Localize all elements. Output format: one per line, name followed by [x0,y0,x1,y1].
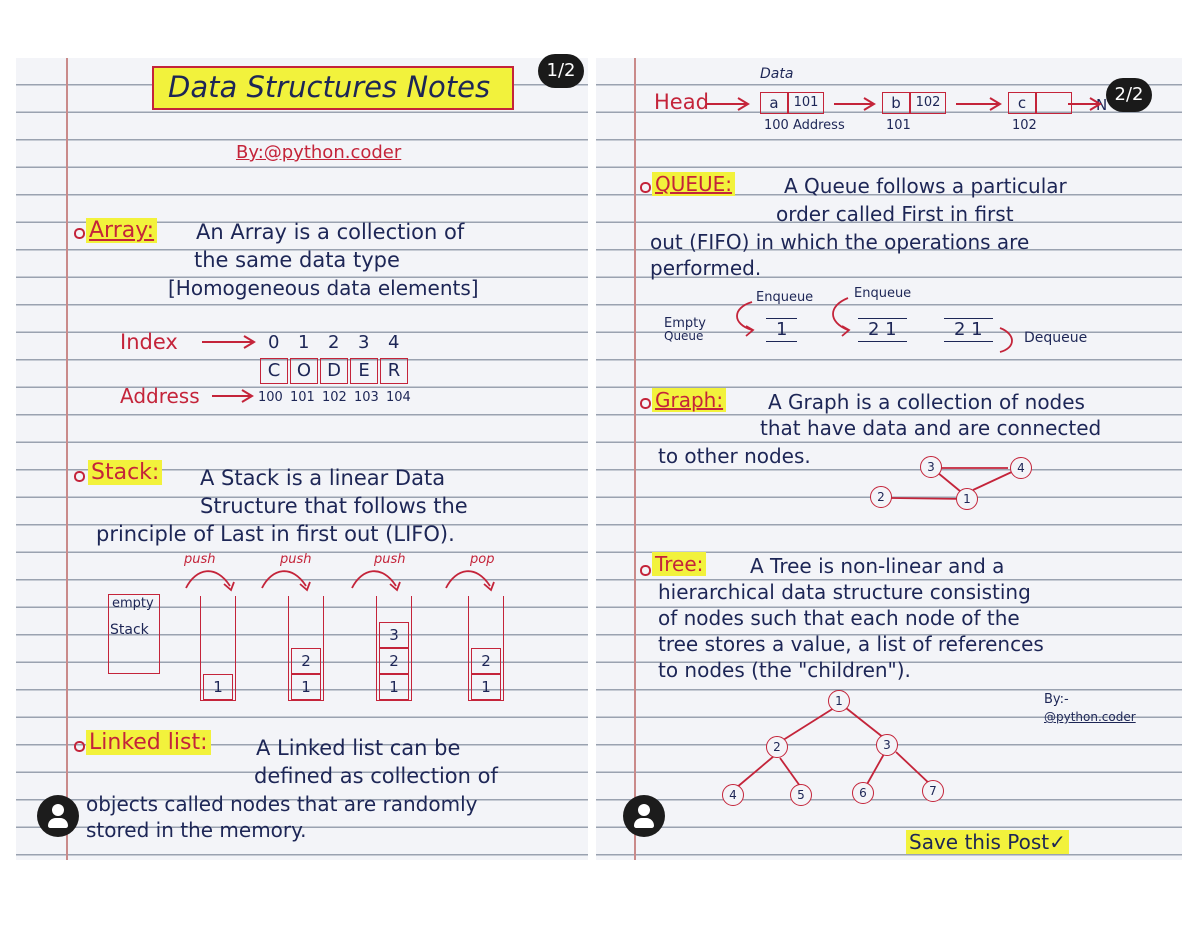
ll-node-address-2: 102 [1012,118,1037,133]
linked-list-text-line2: defined as collection of [254,764,498,788]
array-address-1: 101 [290,390,315,405]
empty-stack-label-1: empty [112,596,154,611]
index-label: Index [120,330,178,354]
tree-node-6: 7 [922,780,944,802]
stack-op-0: push [184,552,216,567]
graph-node-3: 1 [956,488,978,510]
stack-op-2: push [374,552,406,567]
tree-node-5: 6 [852,782,874,804]
curved-arrow-icon [262,571,306,588]
stack-item-3-0: 2 [471,648,501,674]
page-counter-badge-2: 2/2 [1106,78,1152,112]
enqueue-label-2: Enqueue [854,286,912,301]
tree-node-2: 3 [876,734,898,756]
curved-arrow-icon [352,571,396,588]
array-cell-2: D [320,358,348,384]
author-byline: By:@python.coder [236,142,402,163]
stack-item-1-1: 1 [291,674,321,700]
array-text-line3: [Homogeneous data elements] [168,276,479,300]
dequeue-label: Dequeue [1024,330,1088,346]
graph-node-0: 3 [920,456,942,478]
page-counter-badge-1: 1/2 [538,54,584,88]
ll-node-next-1: 102 [910,92,946,114]
array-text-line2: the same data type [194,248,400,272]
stack-item-2-2: 1 [379,674,409,700]
curved-arrow-icon [186,571,230,588]
stack-text-line3: principle of Last in first out (LIFO). [96,522,455,546]
stack-text-line1: A Stack is a linear Data [200,466,446,490]
ll-node-value-1: b [882,92,910,114]
stack-op-1: push [280,552,312,567]
ll-node-value-2: c [1008,92,1036,114]
tree-text-line1: A Tree is non-linear and a [750,554,1005,578]
address-label: Address [120,384,200,408]
stack-item-1-0: 2 [291,648,321,674]
array-cell-3: E [350,358,378,384]
array-text-line1: An Array is a collection of [196,220,465,244]
array-cell-4: R [380,358,408,384]
array-index-2: 2 [328,332,340,353]
array-address-0: 100 [258,390,283,405]
tree-heading: Tree: [652,552,706,576]
array-cell-0: C [260,358,288,384]
ll-node-address-0: 100 Address [764,118,845,133]
graph-heading: Graph: [652,388,726,412]
tree-node-3: 4 [722,784,744,806]
graph-text-line3: to other nodes. [658,444,811,468]
array-index-3: 3 [358,332,370,353]
queue-text-line2: order called First in first [776,202,1014,226]
ll-node-value-0: a [760,92,788,114]
tree-credit-line1: By:- [1044,692,1069,707]
user-avatar-icon[interactable] [37,795,79,837]
tree-text-line4: tree stores a value, a list of references [658,632,1044,656]
empty-stack-label-2: Stack [110,622,149,638]
graph-text-line1: A Graph is a collection of nodes [768,390,1085,414]
stack-heading: Stack: [88,460,162,485]
tree-text-line2: hierarchical data structure consisting [658,580,1031,604]
linked-list-heading: Linked list: [86,730,211,755]
linked-list-text-line4: stored in the memory. [86,818,307,842]
tree-text-line5: to nodes (the "children"). [658,658,911,682]
array-index-4: 4 [388,332,400,353]
curved-arrow-icon [446,571,490,588]
tree-text-line3: of nodes such that each node of the [658,606,1020,630]
ll-node-address-1: 101 [886,118,911,133]
tree-node-4: 5 [790,784,812,806]
stack-item-2-0: 3 [379,622,409,648]
array-cell-1: O [290,358,318,384]
ll-node-next-0: 101 [788,92,824,114]
array-index-0: 0 [268,332,280,353]
queue-state-0: 1 [766,318,797,342]
data-label: Data [760,66,794,82]
empty-queue-label-2: Queue [664,329,704,343]
array-heading: Array: [86,218,157,243]
notebook-page-2 [596,58,1182,860]
empty-queue-label-1: Empty [664,316,706,331]
array-address-4: 104 [386,390,411,405]
array-index-1: 1 [298,332,310,353]
user-avatar-icon[interactable] [623,795,665,837]
notebook-page-1 [16,58,588,860]
null-end-label: N [1096,96,1108,114]
bullet-circle-icon [74,741,85,752]
linked-list-text-line1: A Linked list can be [256,736,461,760]
graph-node-1: 4 [1010,457,1032,479]
array-address-2: 102 [322,390,347,405]
queue-text-line3: out (FIFO) in which the operations are [650,230,1030,254]
stack-item-3-1: 1 [471,674,501,700]
page-title: Data Structures Notes [168,70,491,104]
tree-node-1: 2 [766,736,788,758]
stack-op-3: pop [470,552,495,567]
queue-state-1: 2 1 [858,318,907,342]
enqueue-label-1: Enqueue [756,290,814,305]
queue-text-line4: performed. [650,256,762,280]
array-address-3: 103 [354,390,379,405]
stack-item-0-0: 1 [203,674,233,700]
queue-heading: QUEUE: [652,172,735,196]
stack-text-line2: Structure that follows the [200,494,468,518]
graph-node-2: 2 [870,486,892,508]
queue-state-2: 2 1 [944,318,993,342]
linked-list-text-line3: objects called nodes that are randomly [86,792,478,816]
graph-text-line2: that have data and are connected [760,416,1102,440]
tree-node-0: 1 [828,690,850,712]
stack-item-2-1: 2 [379,648,409,674]
queue-text-line1: A Queue follows a particular [784,174,1067,198]
tree-credit-line2: @python.coder [1044,710,1136,724]
head-label: Head [654,90,709,114]
save-post-label[interactable]: Save this Post✓ [906,830,1069,854]
